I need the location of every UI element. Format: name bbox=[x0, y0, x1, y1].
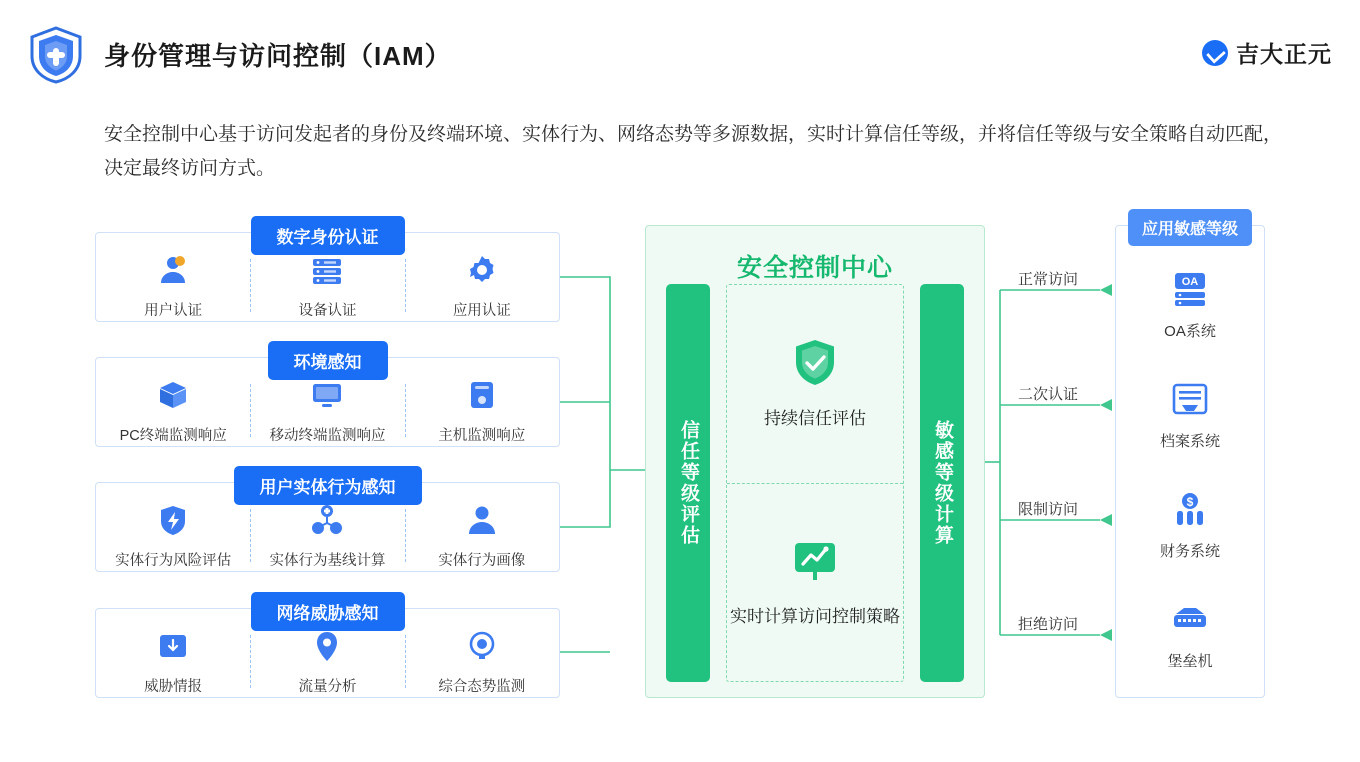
app-archive-system[interactable] bbox=[1116, 378, 1264, 451]
shield-check-icon bbox=[788, 336, 842, 390]
network-nodes-icon bbox=[308, 501, 346, 539]
block-label: 持续信任评估 bbox=[764, 409, 866, 428]
card-title: 数字身份认证 bbox=[251, 216, 405, 255]
item-label: PC终端监测响应 bbox=[119, 427, 227, 444]
card-title: 网络威胁感知 bbox=[251, 592, 405, 631]
user-portrait-icon bbox=[463, 501, 501, 539]
app-bastion-host[interactable] bbox=[1116, 598, 1264, 671]
app-finance-system[interactable] bbox=[1116, 488, 1264, 561]
bastion-host-icon bbox=[1168, 598, 1212, 642]
flow-label-normal: 正常访问 bbox=[1018, 271, 1079, 288]
panel-title: 应用敏感等级 bbox=[1128, 209, 1252, 246]
card-title: 环境感知 bbox=[268, 341, 388, 380]
hard-drive-icon bbox=[463, 376, 501, 414]
item-app-auth[interactable] bbox=[405, 251, 559, 320]
item-label: 应用认证 bbox=[452, 302, 511, 319]
item-risk-assessment[interactable] bbox=[96, 501, 250, 570]
brand-name: 吉大正元 bbox=[1236, 41, 1332, 67]
flow-label-denied: 拒绝访问 bbox=[1018, 616, 1079, 633]
check-circle-icon bbox=[1202, 40, 1228, 66]
item-label: 实体行为画像 bbox=[438, 552, 526, 569]
item-pc-terminal[interactable] bbox=[96, 376, 250, 445]
center-title: 安全控制中心 bbox=[736, 254, 893, 282]
center-inner-area bbox=[726, 284, 904, 682]
block-label: 实时计算访问控制策略 bbox=[730, 607, 900, 626]
card-title: 用户实体行为感知 bbox=[234, 466, 422, 505]
chart-board-icon bbox=[788, 534, 842, 588]
sensitivity-level-bar: 敏感等级计算 bbox=[920, 284, 964, 682]
security-control-center bbox=[645, 225, 985, 698]
item-threat-intel[interactable] bbox=[96, 627, 250, 696]
item-host-monitor[interactable] bbox=[405, 376, 559, 445]
card-digital-identity bbox=[95, 228, 560, 322]
card-behavior-awareness bbox=[95, 478, 560, 572]
item-label: 主机监测响应 bbox=[438, 427, 526, 444]
item-label: 设备认证 bbox=[298, 302, 357, 319]
intel-icon bbox=[154, 627, 192, 665]
svg-text:$: $ bbox=[1186, 494, 1194, 509]
app-label: 档案系统 bbox=[1159, 433, 1220, 451]
flow-label-second-auth: 二次认证 bbox=[1018, 386, 1079, 403]
app-oa-system[interactable] bbox=[1116, 268, 1264, 341]
item-label: 实体行为风险评估 bbox=[115, 552, 232, 569]
block-continuous-trust[interactable] bbox=[727, 285, 903, 483]
item-label: 综合态势监测 bbox=[438, 678, 526, 695]
svg-text:OA: OA bbox=[1181, 276, 1199, 289]
brand bbox=[1202, 36, 1332, 69]
item-label: 实体行为基线计算 bbox=[269, 552, 386, 569]
item-traffic-analysis[interactable] bbox=[250, 627, 404, 696]
location-pin-icon bbox=[308, 627, 346, 665]
shield-icon bbox=[28, 26, 84, 84]
application-sensitivity-panel bbox=[1115, 221, 1265, 698]
monitor-icon bbox=[308, 376, 346, 414]
user-badge-icon bbox=[154, 251, 192, 289]
item-label: 流量分析 bbox=[298, 678, 357, 695]
finance-icon bbox=[1168, 488, 1212, 532]
app-label: OA系统 bbox=[1164, 323, 1216, 341]
block-realtime-policy[interactable] bbox=[727, 483, 903, 681]
item-label: 威胁情报 bbox=[144, 678, 203, 695]
card-environment-awareness bbox=[95, 353, 560, 447]
item-device-auth[interactable] bbox=[250, 251, 404, 320]
archive-icon bbox=[1168, 378, 1212, 422]
app-label: 财务系统 bbox=[1159, 542, 1220, 560]
item-user-auth[interactable] bbox=[96, 251, 250, 320]
trust-level-bar: 信任等级评估 bbox=[666, 284, 710, 682]
intro-paragraph: 安全控制中心基于访问发起者的身份及终端环境、实体行为、网络态势等多源数据，实时计算信任等级，并将信任等级与安全策略自动匹配，决定最终访问方式。 bbox=[104, 124, 1283, 179]
item-label: 用户认证 bbox=[144, 302, 203, 319]
gear-icon bbox=[463, 251, 501, 289]
card-network-threat bbox=[95, 604, 560, 698]
flow-label-restricted: 限制访问 bbox=[1018, 501, 1079, 518]
server-icon bbox=[308, 251, 346, 289]
oa-server-icon bbox=[1168, 268, 1212, 312]
item-label: 移动终端监测响应 bbox=[269, 427, 386, 444]
item-mobile-terminal[interactable] bbox=[250, 376, 404, 445]
item-situation-monitor[interactable] bbox=[405, 627, 559, 696]
shield-bolt-icon bbox=[154, 501, 192, 539]
item-behavior-portrait[interactable] bbox=[405, 501, 559, 570]
page-title: 身份管理与访问控制（IAM） bbox=[104, 41, 452, 71]
box-icon bbox=[154, 376, 192, 414]
radar-icon bbox=[463, 627, 501, 665]
app-label: 堡垒机 bbox=[1167, 652, 1213, 670]
item-baseline-calc[interactable] bbox=[250, 501, 404, 570]
page-header bbox=[0, 0, 1360, 100]
